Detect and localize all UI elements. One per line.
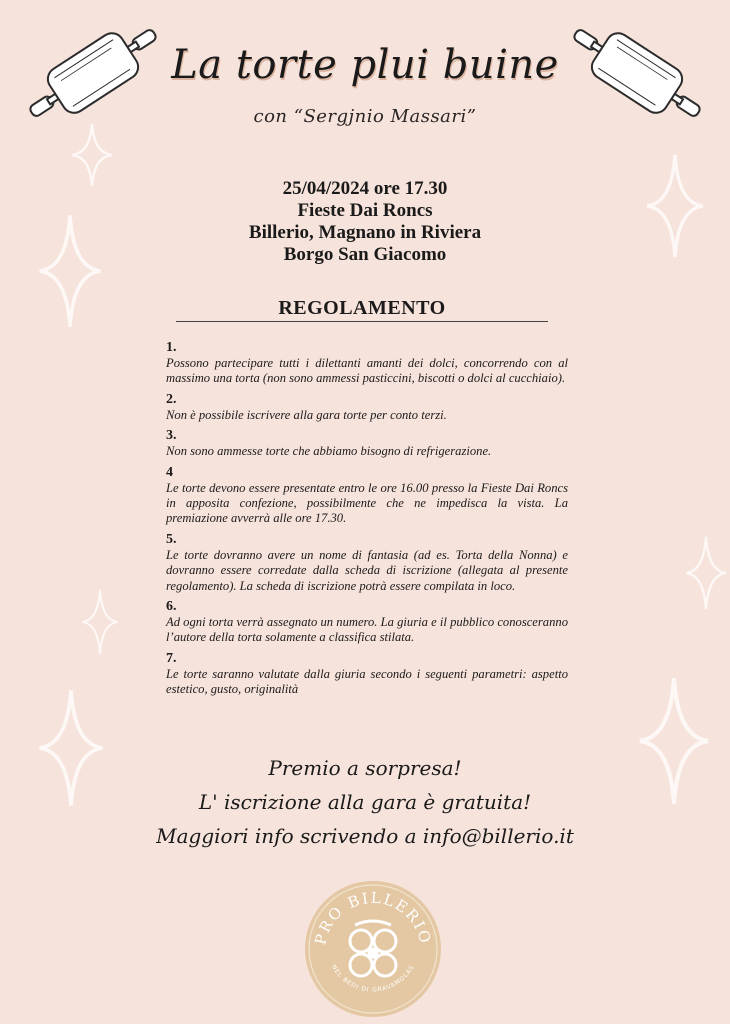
rule-number: 3.: [166, 428, 177, 444]
rule-number: 4: [166, 464, 173, 480]
free-entry-note: L' iscrizione alla gara è gratuita!: [198, 790, 532, 814]
rule-item: [166, 598, 568, 646]
rule-text: Le torte devono essere presentate entro le ore 16.00 presso la Fieste Dai Roncs in apposita confezione, possibilmente che ne impedisca la vista. La premiazione avverrà alle ore 17.30.: [166, 480, 568, 526]
event-datetime: 25/04/2024 ore 17.30: [282, 178, 448, 199]
rules-list: [166, 339, 568, 702]
rule-item: [166, 391, 568, 423]
logo-tagline: NEL BEDI DI GRAVAMOLAS: [330, 963, 416, 994]
logo-name: PRO BILLERIO: [311, 888, 435, 947]
sparkle-icon: [80, 588, 120, 656]
rule-text: Le torte dovranno avere un nome di fantasia (ad es. Torta della Nonna) e dovranno essere corredate dalla scheda di iscrizione (allegata al presente regolamento). La scheda di iscrizione potrà essere compilata in loco.: [166, 547, 568, 593]
rule-item: [166, 339, 568, 387]
rule-item: [166, 650, 568, 698]
rule-text: Ad ogni torta verrà assegnato un numero. La giuria e il pubblico conosceranno l’autore della torta solamente a classifica stilata.: [166, 615, 568, 645]
rule-text: Le torte saranno valutate dalla giuria secondo i seguenti parametri: aspetto estetico, gusto, originalità: [166, 666, 568, 697]
event-area: Borgo San Giacomo: [283, 244, 447, 265]
page-title: La torte plui buine: [171, 42, 559, 88]
heading-divider: [176, 321, 548, 322]
rule-text: Non è possibile iscrivere alla gara torte per conto terzi.: [166, 407, 447, 422]
rule-item: [166, 427, 568, 459]
pro-billerio-logo: [303, 879, 443, 1019]
rule-number: 6.: [166, 599, 177, 615]
regolamento-heading: REGOLAMENTO: [278, 297, 446, 319]
rule-number: 2.: [166, 391, 177, 407]
rule-number: 1.: [166, 340, 177, 355]
rule-number: 7.: [166, 650, 177, 666]
page-subtitle: con “Sergjnio Massari”: [253, 106, 477, 127]
contact-note: Maggiori info scrivendo a info@billerio.it: [156, 824, 574, 848]
rule-item: [166, 531, 568, 594]
event-venue: Fieste Dai Roncs: [297, 200, 433, 221]
sparkle-icon: [684, 526, 728, 620]
rule-item: [166, 464, 568, 527]
rule-number: 5.: [166, 531, 177, 547]
event-info: [0, 178, 730, 266]
event-place: Billerio, Magnano in Riviera: [248, 222, 482, 243]
rule-text: Non sono ammesse torte che abbiamo bisogno di refrigerazione.: [166, 444, 492, 459]
prize-note: Premio a sorpresa!: [268, 756, 462, 780]
rule-text: Possono partecipare tutti i dilettanti amanti dei dolci, concorrendo con al massimo una torta (non sono ammessi pasticcini, biscotti o dolci al cucchiaio).: [166, 356, 568, 386]
